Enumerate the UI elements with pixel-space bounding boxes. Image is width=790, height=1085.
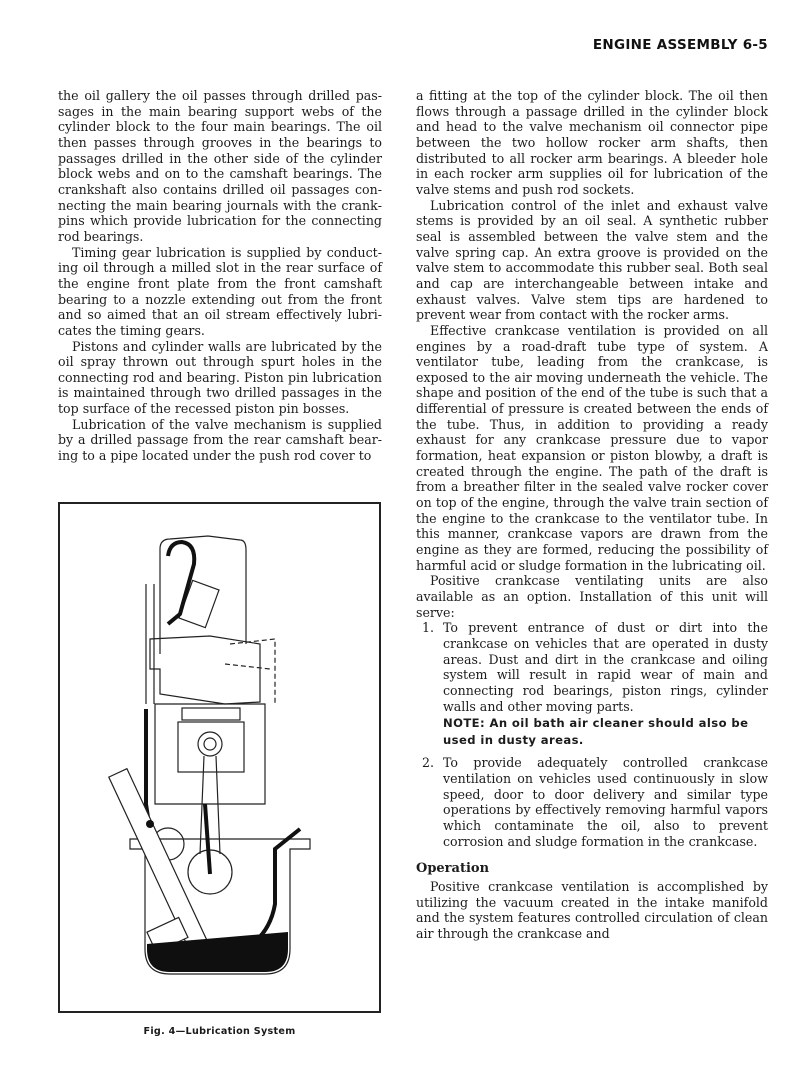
paragraph-pistons: Pistons and cylinder walls are lubricated by the oil spray thrown out through spurt holes in the connecting rod and bearing. Piston pin lubrication is maintained through two drilled passages in the top surface of the recessed piston pin bosses. [58, 338, 382, 417]
paragraph-fitting: a fitting at the top of the cylinder block. The oil then flows through a passage drilled in the cylinder block and head to the valve mechanism oil connector pipe between the two hollow rocker arm shafts, then distributed to all rocker arm bearings. A bleeder hole in each rocker arm supplies oil for lubrication of the valve stems and push rod sockets. [416, 88, 768, 197]
paragraph-valve-stem-control: Lubrication control of the inlet and exhaust valve stems is provided by an oil seal. A synthetic rubber seal is assembled between the valve stem and the valve spring cap. An extra groove is provided on the valve stem to accommodate this rubber seal. Both seal and cap are interchangeable between intake and exhaust valves. Valve stem tips are hardened to prevent wear from contact with the rocker arms. [416, 197, 768, 323]
paragraph-positive-ventilation: Positive crankcase ventilating units are also available as an option. Installation of this unit will serve: [416, 573, 768, 620]
list-item-2 [416, 755, 768, 849]
lubrication-system-figure [58, 502, 381, 1013]
running-head: ENGINE ASSEMBLY 6-5 [592, 37, 768, 53]
list-item-text: To prevent entrance of dust or dirt into the crankcase on vehicles that are operated in dusty areas. Dust and dirt in the crankcase and oiling system will result in rapid wear of main and connecting rod bearings, piston rings, cylinder walls and other moving parts. [443, 620, 768, 714]
list-number: 1. [422, 620, 435, 636]
list-item-text: To provide adequately controlled crankcase ventilation on vehicles used continuously in slow speed, door to door delivery and similar type operations by effectively removing harmful vapors which contaminate the oil, also to prevent corrosion and sludge formation in the crankcase. [443, 755, 768, 849]
right-column [416, 88, 768, 941]
list-item-1 [416, 620, 768, 749]
paragraph-valve-mechanism: Lubrication of the valve mechanism is supplied by a drilled passage from the rear camshaft bearing to a pipe located under the push rod cover to [58, 416, 382, 464]
paragraph-operation: Positive crankcase ventilation is accomplished by utilizing the vacuum created in the intake manifold and the system features controlled circulation of clean air through the crankcase and [416, 878, 768, 941]
list-number: 2. [422, 755, 435, 771]
paragraph-oil-gallery: the oil gallery the oil passes through drilled passages in the main bearing support webs of the cylinder block to the four main bearings. The oil then passes through grooves in the bearings to passages drilled in the other side of the cylinder block webs and on to the camshaft bearings. The crankshaft also contains drilled oil passages connecting the main bearing journals with the crankpins which provide lubrication for the connecting rod bearings. [58, 88, 382, 244]
paragraph-timing-gear: Timing gear lubrication is supplied by conducting oil through a milled slot in the rear surface of the engine front plate from the front camshaft bearing to a nozzle extending out from the front and so aimed that an oil stream effectively lubricates the timing gears. [58, 244, 382, 338]
left-column [58, 88, 382, 464]
section-heading-operation: Operation [416, 861, 490, 877]
figure-caption: Fig. 4—Lubrication System [143, 1026, 296, 1037]
note-text: NOTE: An oil bath air cleaner should also be used in dusty areas. [443, 716, 749, 748]
paragraph-crankcase-ventilation: Effective crankcase ventilation is provided on all engines by a road-draft tube type of system. A ventilator tube, leading from the crankcase, is exposed to the air moving underneath the vehicle. The shape and position of the end of the tube is such that a differential of pressure is created between the ends of the tube. Thus, in addition to providing a ready exhaust for any crankcase pressure due to vapor formation, heat expansion or piston blowby, a draft is created through the engine. The path of the draft is from a breather filter in the sealed valve rocker cover on top of the engine, through the valve train section of the engine to the crankcase to the ventilator tube. In this manner, crankcase vapors are drawn from the engine as they are formed, reducing the possibility of harmful acid or sludge formation in the lubricating oil. [416, 322, 768, 573]
engine-cross-section-illustration [60, 504, 379, 1011]
